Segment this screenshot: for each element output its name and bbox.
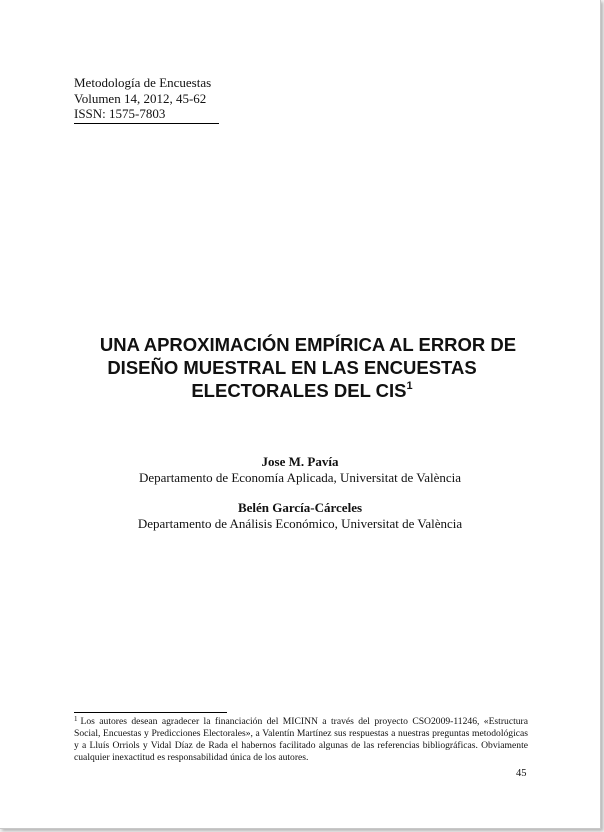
article-title	[60, 333, 540, 402]
page-number: 45	[516, 768, 527, 779]
author-affiliation: Departamento de Análisis Económico, Universitat de València	[137, 516, 463, 531]
author-affiliation: Departamento de Economía Aplicada, Universitat de València	[138, 470, 462, 485]
footnote	[74, 716, 528, 764]
authors-block	[60, 454, 540, 532]
author-spacer	[60, 486, 540, 500]
journal-volume: Volumen 14, 2012, 45-62	[74, 90, 207, 106]
title-line-3-text: ELECTORALES DEL CIS	[191, 380, 407, 401]
author-name: Jose M. Pavía	[261, 454, 339, 469]
journal-header	[74, 75, 211, 122]
title-line-2: DISEÑO MUESTRAL EN LAS ENCUESTAS	[107, 357, 477, 378]
title-line-1: UNA APROXIMACIÓN EMPÍRICA AL ERROR DE	[99, 334, 517, 355]
author-name: Belén García-Cárceles	[237, 500, 363, 515]
footnote-mark: 1	[74, 715, 78, 723]
title-line-3	[62, 379, 542, 402]
footnote-text: Los autores desean agradecer la financiación del MICINN a través del proyecto CSO2009-11246, «Estructura Social, Encuestas y Predicciones Electorales», a Valentín Martínez sus respuestas a nuestras preguntas metodológicas y a Lluís Orriols y Vidal Díaz de Rada el habernos facilitado algunas de las referencias bibliográficas. Obviamente cualquier inexactitud es responsabilidad única de los autores.	[74, 716, 528, 763]
journal-name: Metodología de Encuestas	[74, 75, 212, 90]
title-footnote-mark: 1	[406, 380, 413, 392]
footnote-divider	[74, 712, 227, 713]
journal-issn: ISSN: 1575-7803	[74, 106, 166, 121]
header-divider	[74, 123, 219, 124]
